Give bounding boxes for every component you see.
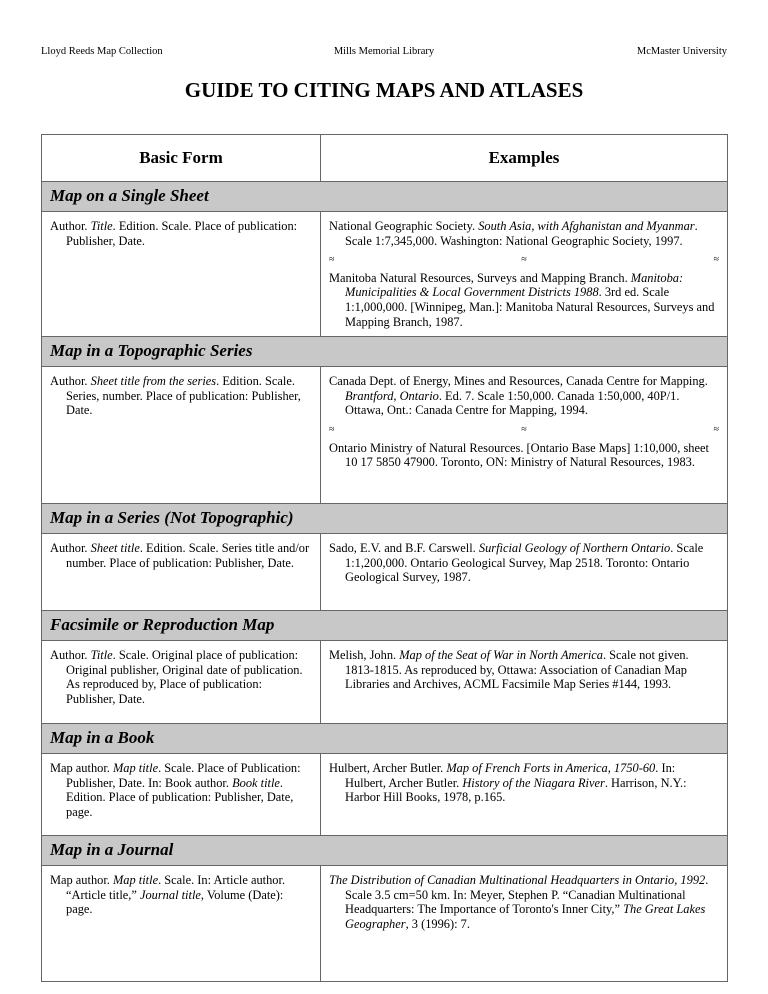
citation-text: . Scale not given. 1813-1815. As reproduced by, Ottawa: Association of Canadian Map Libraries and Archives, ACML Facsimile Map Series #144, 1993. [345,648,689,692]
citation-text: Hulbert, Archer Butler. [329,761,447,776]
examples-cell [321,534,728,611]
basic-form-text [50,219,312,248]
section-heading: Map on a Single Sheet [42,182,728,212]
column-header-row [42,135,728,182]
section-row [42,534,728,611]
section-heading: Map in a Series (Not Topographic) [42,504,728,534]
citation-text: Author. [50,219,91,233]
italic-title: Map title [112,873,159,888]
example-citation [329,441,719,470]
italic-title: Sheet title [90,541,140,556]
citation-text: . 3rd ed. Scale 1:1,000,000. [Winnipeg, Man.]: Manitoba Natural Resources, Surveys and Mapping Branch, 1987. [345,285,715,329]
approx-symbol-icon: ≈ [329,423,335,435]
basic-form-cell [42,367,321,504]
italic-title: Surficial Geology of Northern Ontario [478,541,671,556]
example-citation [329,648,719,692]
basic-form-cell [42,534,321,611]
page-title: GUIDE TO CITING MAPS AND ATLASES [184,78,584,102]
section-heading-row [42,724,728,754]
italic-title: The Distribution of Canadian Multinational Headquarters in Ontario, 1992 [329,873,706,888]
example-separator [329,253,719,268]
section-heading: Facsimile or Reproduction Map [42,611,728,641]
section-heading: Map in a Book [42,724,728,754]
example-citation [329,873,719,931]
citation-text: Map author. [50,873,113,888]
italic-title: Book title [232,775,280,790]
header-left: Lloyd Reeds Map Collection [41,46,163,57]
section-heading-row [42,611,728,641]
section-heading-row [42,836,728,866]
column-header-basic-form: Basic Form [42,135,321,182]
citation-text: . Scale. Original place of publication: Original publisher, Original date of publication. As reproduced by, Place of publication: Publisher, Date. [66,648,303,706]
header-center: Mills Memorial Library [333,46,435,57]
citation-text: Melish, John. [329,648,400,663]
basic-form-text [50,761,312,819]
section-row [42,754,728,836]
column-header-examples: Examples [321,135,728,182]
citation-text: Canada Dept. of Energy, Mines and Resources, Canada Centre for Mapping. [329,374,708,389]
basic-form-cell [42,866,321,982]
citation-text: Manitoba Natural Resources, Surveys and Mapping Branch. [329,270,631,285]
section-heading: Map in a Topographic Series [42,337,728,367]
approx-symbol-icon: ≈ [713,423,719,435]
citation-text: . Edition. Place of publication: Publisher, Date, page. [66,775,294,819]
section-row [42,367,728,504]
basic-form-cell [42,641,321,724]
section-heading-row [42,337,728,367]
citation-text: . Scale 3.5 cm=50 km. In: Meyer, Stephen P. “Canadian Multinational Headquarters: The Importance of Toronto's Inner City,” [345,873,709,917]
examples-cell [321,754,728,836]
citation-text: . Ed. 7. Scale 1:50,000. Canada 1:50,000, 40P/1. Ottawa, Ont.: Canada Centre for Mapping, 1994. [345,388,680,418]
example-separator [329,423,719,438]
basic-form-text [50,541,312,570]
section-heading: Map in a Journal [42,836,728,866]
citation-text: . Scale 1:1,200,000. Ontario Geological Survey, Map 2518. Toronto: Ontario Geological Survey, 1987. [345,541,704,585]
basic-form-text [50,648,312,706]
approx-symbol-icon: ≈ [521,423,527,435]
italic-title: Title [90,219,113,233]
examples-cell [321,866,728,982]
italic-title: South Asia, with Afghanistan and Myanmar [478,219,695,233]
citation-text: . Scale. In: Article author. “Article title,” [66,873,286,902]
citation-text: Map author. [50,761,113,776]
citation-text: , Volume (Date): page. [66,887,284,917]
section-row [42,866,728,982]
citation-text: . Scale. Place of Publication: Publisher, Date. In: Book author. [66,761,301,790]
citation-text: Ontario Ministry of Natural Resources. [Ontario Base Maps] 1:10,000, sheet 10 17 5850 47900. Toronto, ON: Ministry of Natural Resources, 1983. [329,440,709,470]
italic-title: Manitoba: Municipalities & Local Government Districts 1988 [345,270,684,300]
citation-text: . Scale 1:7,345,000. Washington: National Geographic Society, 1997. [345,219,698,248]
citation-text: Author. [50,374,91,389]
section-heading-row [42,182,728,212]
citation-text: . In: Hulbert, Archer Butler. [345,761,676,790]
approx-symbol-icon: ≈ [521,254,527,266]
example-citation [329,219,719,248]
citation-text: National Geographic Society. [329,219,479,233]
citation-text: , 3 (1996): 7. [405,916,470,931]
examples-cell [321,212,728,337]
citation-text: Sado, E.V. and B.F. Carswell. [329,541,479,556]
italic-title: Title [90,648,113,663]
citation-text: . Harrison, N.Y.: Harbor Hill Books, 1978, p.165. [345,775,687,805]
italic-title: Sheet title from the series [90,374,217,389]
example-citation [329,761,719,805]
example-citation [329,541,719,585]
approx-symbol-icon: ≈ [329,254,335,266]
basic-form-text [50,374,312,418]
example-citation [329,374,719,418]
examples-cell [321,641,728,724]
header-right: McMaster University [636,46,727,57]
italic-title: Map of the Seat of War in North America [399,648,603,663]
section-heading-row [42,504,728,534]
italic-title: Journal title [139,887,201,902]
example-citation [329,271,719,329]
basic-form-text [50,873,312,917]
italic-title: Map title [112,761,159,776]
citation-text: . Edition. Scale. Series, number. Place of publication: Publisher, Date. [66,374,301,418]
italic-title: History of the Niagara River [462,775,605,790]
citation-text: Author. [50,648,91,663]
italic-title: Brantford, Ontario [345,388,439,403]
italic-title: The Great Lakes Geographer [345,902,706,931]
citation-table [41,134,728,982]
basic-form-cell [42,754,321,836]
section-row [42,212,728,337]
basic-form-cell [42,212,321,337]
citation-text: . Edition. Scale. Series title and/or number. Place of publication: Publisher, Date. [66,541,310,570]
citation-text: Author. [50,541,91,556]
approx-symbol-icon: ≈ [713,254,719,266]
italic-title: Map of French Forts in America, 1750-60 [446,761,656,776]
section-row [42,641,728,724]
citation-text: . Edition. Scale. Place of publication: Publisher, Date. [66,219,298,248]
examples-cell [321,367,728,504]
